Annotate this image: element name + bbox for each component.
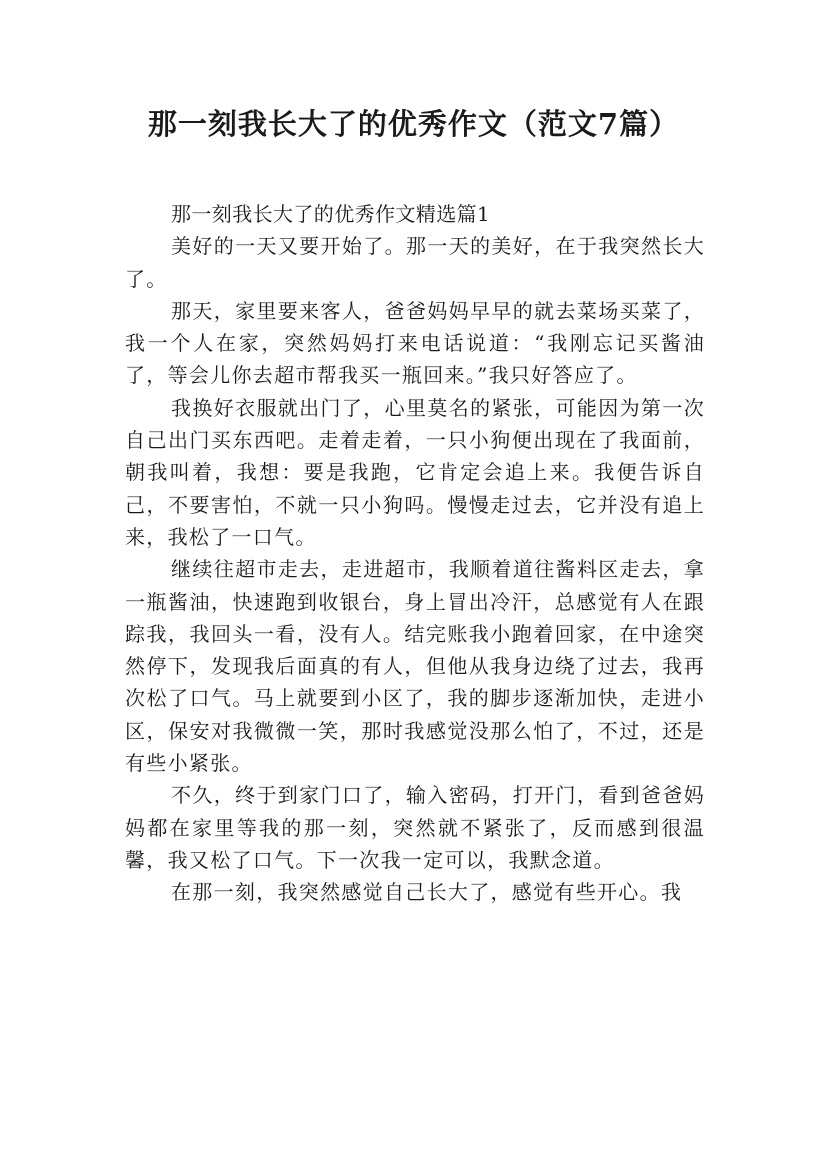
section-heading: 那一刻我长大了的优秀作文精选篇1: [171, 202, 491, 226]
paragraph: 继续往超市走去，走进超市，我顺着道往酱料区走去，拿一瓶酱油，快速跑到收银台，身上冒出冷汗，总感觉有人在跟踪我，我回头一看，没有人。结完账我小跑着回家，在中途突然停下，发现我后面真的有人，但他从我身边绕了过去，我再次松了口气。马上就要到小区了，我的脚步逐渐加快，走进小区，保安对我微微一笑，那时我感觉没那么怕了，不过，还是有些小紧张。: [125, 557, 705, 776]
paragraph: 美好的一天又要开始了。那一天的美好，在于我突然长大了。: [125, 234, 705, 291]
paragraph: 不久，终于到家门口了，输入密码，打开门，看到爸爸妈妈都在家里等我的那一刻，突然就不紧张了，反而感到很温馨，我又松了口气。下一次我一定可以，我默念道。: [125, 783, 705, 872]
document-title: 那一刻我长大了的优秀作文（范文7篇）: [147, 107, 680, 141]
paragraph: 那天，家里要来客人，爸爸妈妈早早的就去菜场买菜了，我一个人在家，突然妈妈打来电话说道：“我刚忘记买酱油了，等会儿你去超市帮我买一瓶回来。”我只好答应了。: [125, 298, 705, 388]
paragraph: 我换好衣服就出门了，心里莫名的紧张，可能因为第一次自己出门买东西吧。走着走着，一只小狗便出现在了我面前，朝我叫着，我想：要是我跑，它肯定会追上来。我便告诉自己，不要害怕，不就一只小狗吗。慢慢走过去，它并没有追上来，我松了一口气。: [125, 395, 705, 549]
document-body: [125, 198, 705, 909]
paragraph: 在那一刻，我突然感觉自己长大了，感觉有些开心。我: [171, 880, 683, 905]
